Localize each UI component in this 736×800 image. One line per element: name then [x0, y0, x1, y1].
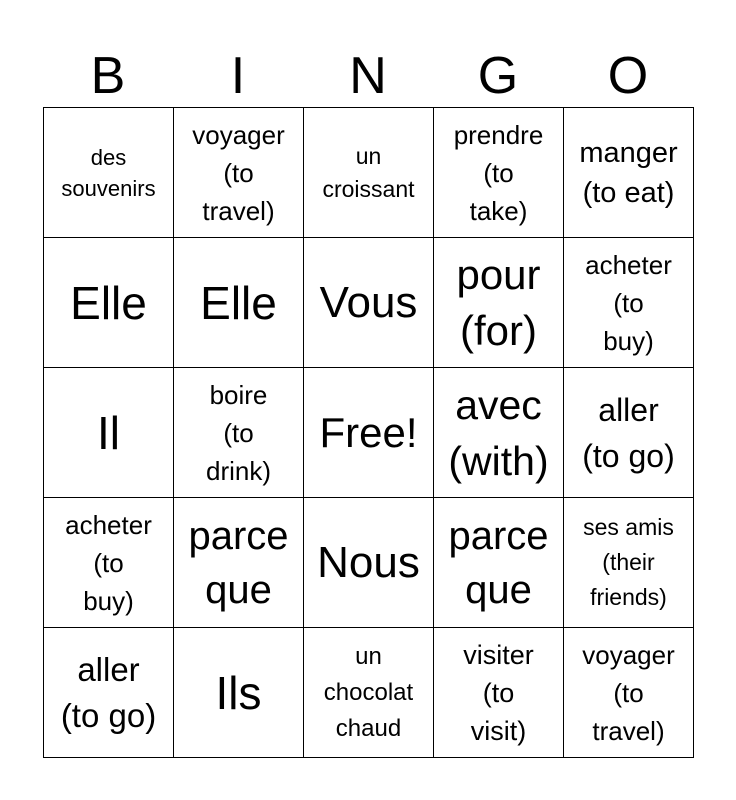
free-space-label: Free! [319, 408, 418, 456]
bingo-cell[interactable] [174, 368, 304, 498]
bingo-cell[interactable] [564, 238, 694, 368]
cell-text: aller (to go) [60, 650, 157, 734]
cell-text: avec (with) [448, 381, 549, 484]
bingo-cell[interactable] [434, 368, 564, 498]
cell-text: acheter (to buy) [585, 249, 672, 356]
cell-text: acheter (to buy) [65, 509, 152, 616]
cell-text: Nous [317, 537, 420, 587]
bingo-cell[interactable] [434, 238, 564, 368]
cell-text: des souvenirs [61, 144, 156, 201]
bingo-cell[interactable] [174, 108, 304, 238]
bingo-cell[interactable] [44, 628, 174, 758]
bingo-header [43, 44, 693, 108]
cell-text: un chocolat chaud [323, 642, 414, 742]
bingo-cell[interactable] [304, 498, 434, 628]
bingo-cell[interactable] [564, 628, 694, 758]
cell-text: manger (to eat) [579, 136, 678, 209]
free-space[interactable] [304, 368, 434, 498]
header-letter-n: N [349, 47, 387, 105]
cell-text: parce que [448, 513, 549, 612]
cell-text: visiter (to visit) [463, 639, 534, 746]
cell-text: ses amis (their friends) [583, 514, 674, 610]
bingo-cell[interactable] [44, 238, 174, 368]
bingo-cell[interactable] [44, 108, 174, 238]
bingo-cell[interactable] [174, 628, 304, 758]
bingo-cell[interactable] [44, 498, 174, 628]
cell-text: voyager (to travel) [192, 119, 285, 226]
bingo-cell[interactable] [564, 368, 694, 498]
bingo-cell[interactable] [434, 628, 564, 758]
header-letter-g: G [477, 47, 519, 105]
cell-text: parce que [188, 513, 289, 612]
bingo-cell[interactable] [304, 238, 434, 368]
bingo-cell[interactable] [434, 108, 564, 238]
header-letter-o: O [607, 47, 649, 105]
bingo-cell[interactable] [174, 498, 304, 628]
cell-text: voyager (to travel) [582, 639, 675, 746]
cell-text: un croissant [322, 142, 415, 202]
cell-text: boire (to drink) [205, 379, 271, 486]
bingo-cell[interactable] [564, 498, 694, 628]
bingo-cell[interactable] [44, 368, 174, 498]
cell-text: Ils [215, 666, 262, 719]
header-letter-b: B [90, 47, 126, 105]
bingo-cell[interactable] [304, 628, 434, 758]
cell-text: aller (to go) [582, 391, 675, 474]
header-letter-i: I [230, 47, 246, 105]
cell-text: Elle [200, 276, 277, 329]
cell-text: prendre (to take) [453, 119, 544, 226]
cell-text: pour (for) [456, 250, 541, 354]
cell-text: Vous [319, 277, 418, 327]
bingo-cell[interactable] [434, 498, 564, 628]
bingo-cell[interactable] [564, 108, 694, 238]
bingo-cell[interactable] [304, 108, 434, 238]
bingo-board [43, 107, 694, 758]
bingo-cell[interactable] [174, 238, 304, 368]
cell-text: Il [97, 406, 120, 459]
cell-text: Elle [70, 276, 147, 329]
